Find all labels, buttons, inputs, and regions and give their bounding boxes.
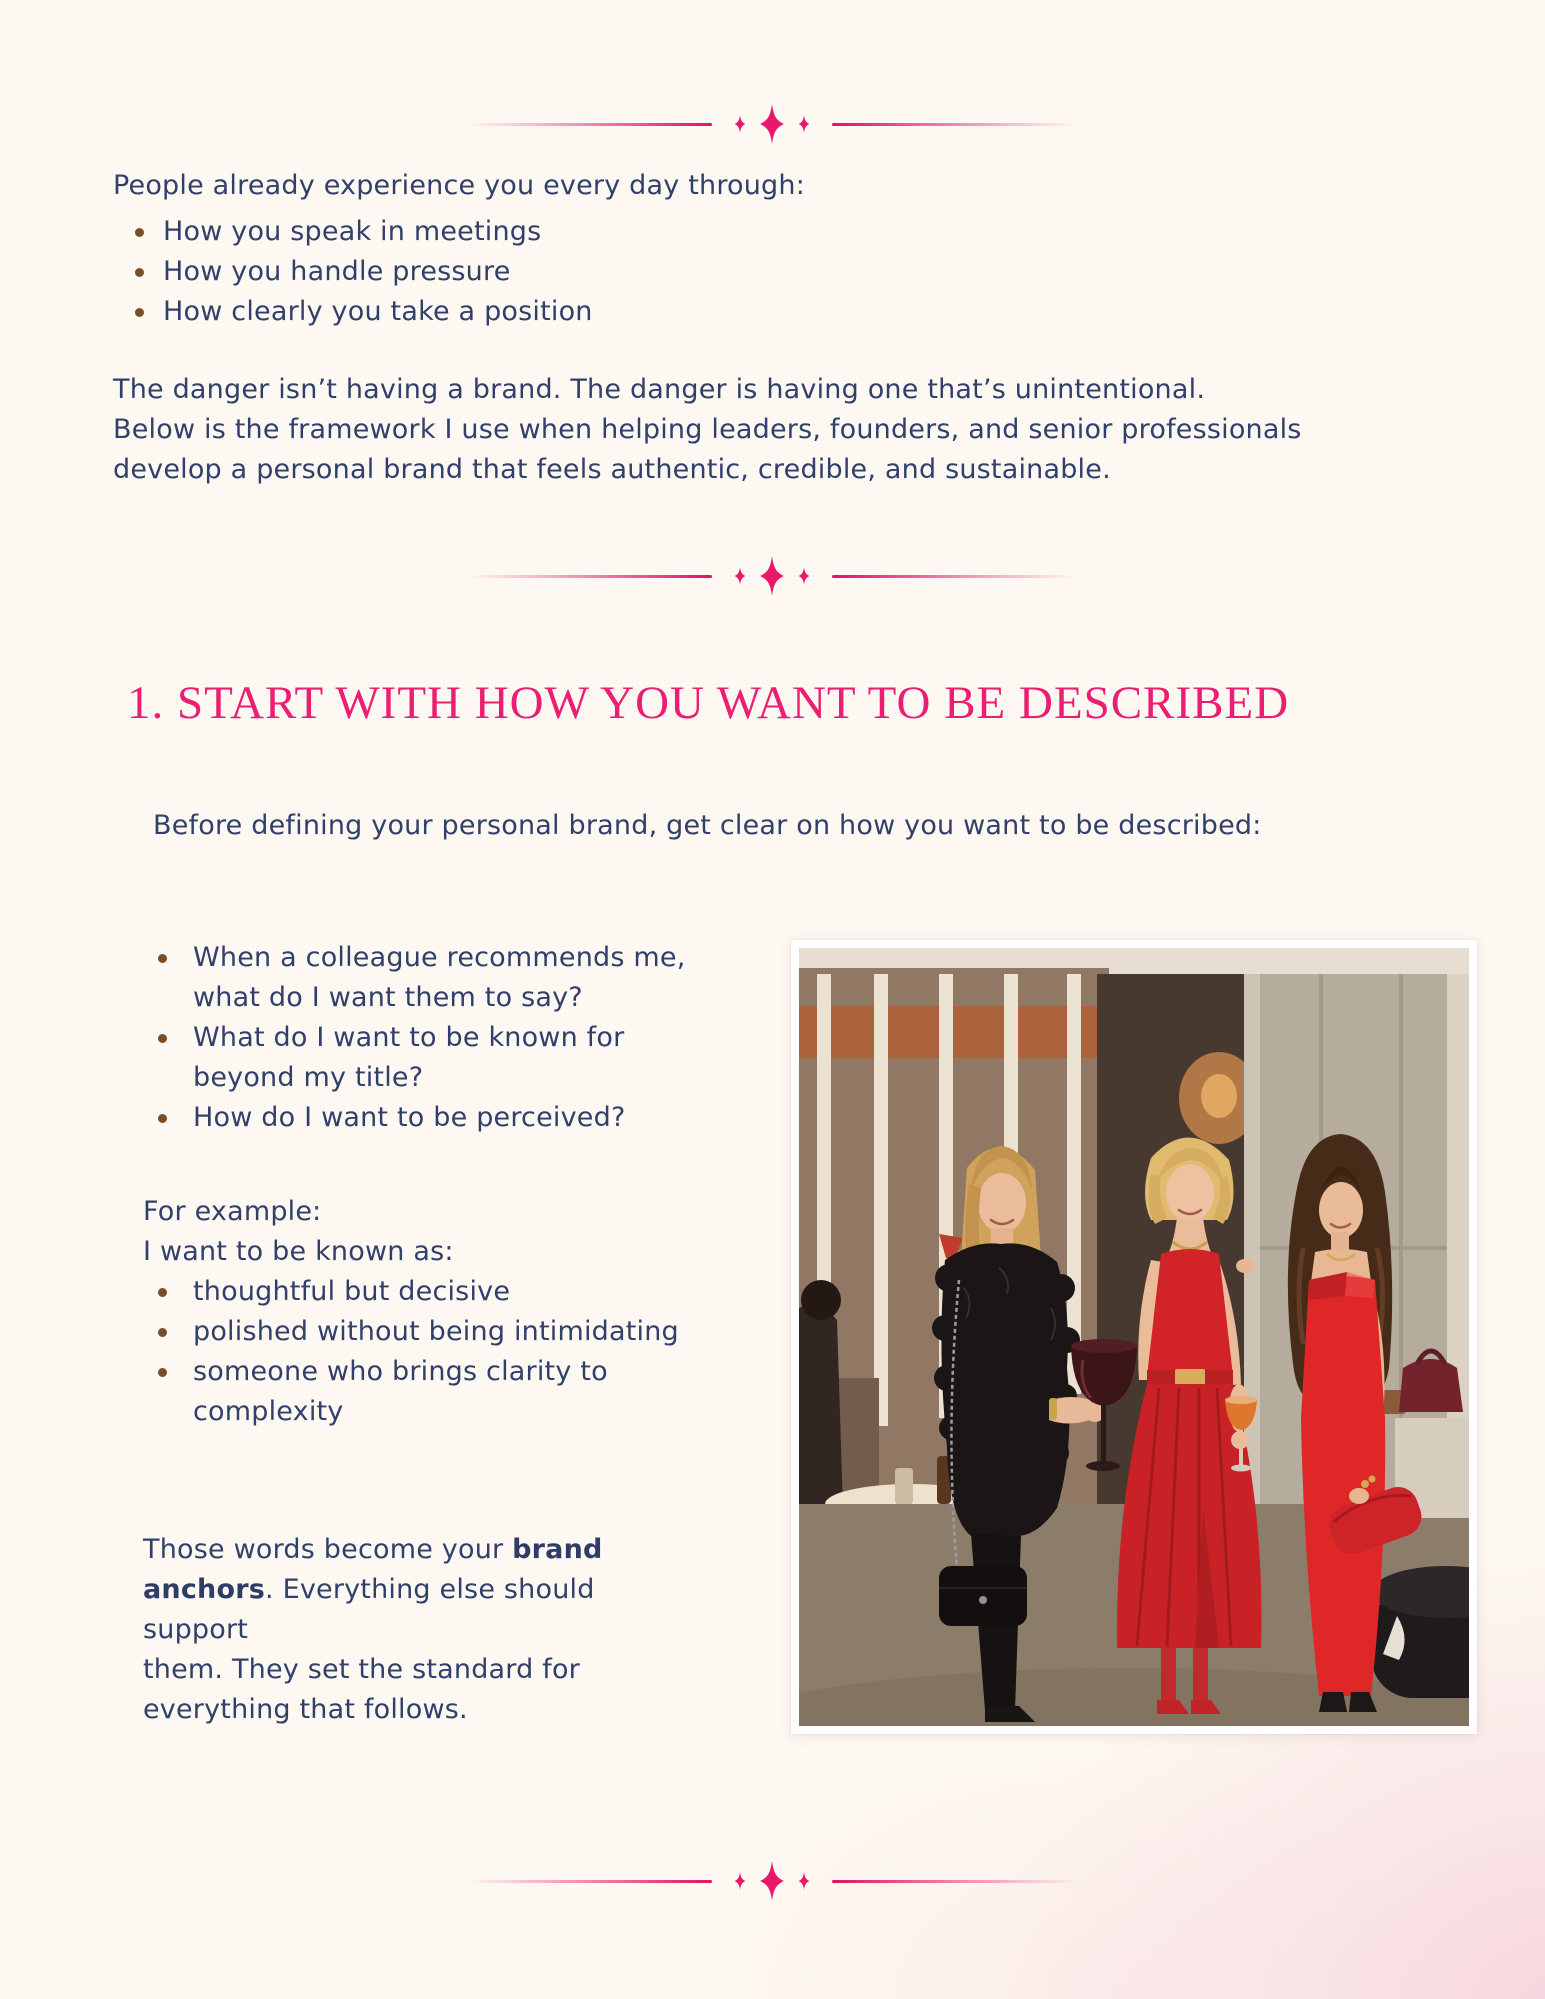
intro-paragraph: The danger isn’t having a brand. The danger is having one that’s unintentional. Below is the framework I use when helping leaders, founders, and senior professionals develop a personal brand that feels authentic, credible, and sustainable. [113,374,1302,485]
list-item: How you handle pressure [113,252,1302,292]
sparkle-icon [712,554,832,598]
intro-block [113,166,1302,490]
divider-line [832,575,1078,578]
sparkle-icon [712,1859,832,1903]
sparkle-divider-top [466,102,1078,146]
divider-line [466,575,712,578]
example-lead: I want to be known as: [143,1236,454,1267]
questions-list [143,938,703,1138]
divider-line [466,1880,712,1883]
anchors-text: Those words become your [143,1534,513,1565]
anchors-bold: anchors [143,1574,266,1605]
list-item: someone who brings clarity to complexity [143,1352,703,1432]
divider-line [832,1880,1078,1883]
event-photo [799,948,1469,1726]
anchors-paragraph [143,1530,703,1730]
list-item: What do I want to be known for beyond my title? [143,1018,703,1098]
example-list [143,1272,703,1432]
list-item: How do I want to be perceived? [143,1098,703,1138]
divider-line [466,123,712,126]
list-item: How clearly you take a position [113,292,1302,332]
anchors-text: everything that follows. [143,1694,468,1725]
list-item: polished without being intimidating [143,1312,703,1352]
section-intro: Before defining your personal brand, get clear on how you want to be described: [153,810,1262,841]
intro-lead: People already experience you every day through: [113,170,806,201]
sparkle-icon [712,102,832,146]
list-item: When a colleague recommends me, what do I want them to say? [143,938,703,1018]
questions-block [143,938,703,1138]
example-label: For example: [143,1196,322,1227]
anchors-text: them. They set the standard for [143,1654,580,1685]
anchors-bold: brand [512,1534,603,1565]
section-heading: 1. START WITH HOW YOU WANT TO BE DESCRIBED [127,677,1290,729]
event-photo-frame [791,940,1477,1734]
anchors-text: . Everything else should support [143,1574,595,1645]
list-item: How you speak in meetings [113,212,1302,252]
divider-line [832,123,1078,126]
sparkle-divider-middle [466,554,1078,598]
intro-bullet-list [113,212,1302,332]
list-item: thoughtful but decisive [143,1272,703,1312]
example-block [143,1192,703,1432]
sparkle-divider-bottom [466,1859,1078,1903]
